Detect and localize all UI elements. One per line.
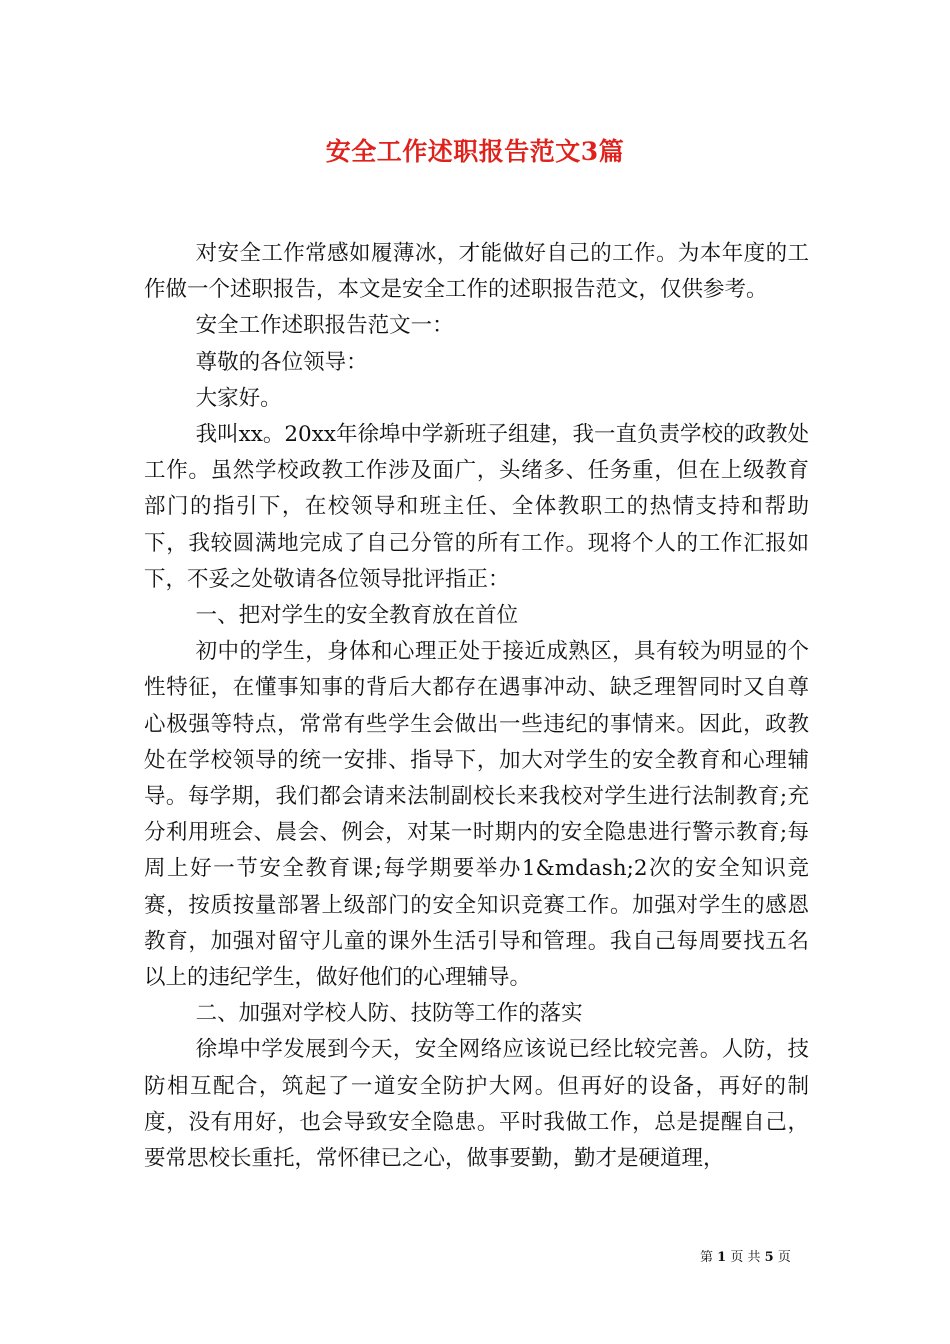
paragraph-section-two-body: 徐埠中学发展到今天，安全网络应该说已经比较完善。人防，技防相互配合，筑起了一道安全防护大网。但再好的设备，再好的制度，没有用好，也会导致安全隐患。平时我做工作，总是提醒自己，要常思校长重托，常怀律已之心，做事要勤，勤才是硬道理，	[144, 1037, 809, 1172]
paragraph-section-one-heading: 一、把对学生的安全教育放在首位	[195, 603, 519, 629]
footer-current-page: 1	[717, 1250, 727, 1265]
footer-prefix: 第	[700, 1250, 714, 1265]
document-body	[144, 236, 809, 1177]
footer-total-pages: 5	[764, 1250, 774, 1265]
paragraph-section-two-heading: 二、加强对学校人防、技防等工作的落实	[195, 1001, 583, 1027]
footer-suffix: 页	[777, 1250, 791, 1265]
paragraph-intro: 对安全工作常感如履薄冰，才能做好自己的工作。为本年度的工作做一个述职报告，本文是安全工作的述职报告范文，仅供参考。	[144, 241, 809, 303]
paragraph-salutation: 尊敬的各位领导：	[195, 349, 368, 375]
paragraph-greeting: 大家好。	[195, 385, 282, 411]
paragraph-heading-sample-one: 安全工作述职报告范文一：	[195, 313, 454, 339]
document-title: 安全工作述职报告范文3篇	[325, 137, 625, 166]
paragraph-section-one-body: 初中的学生，身体和心理正处于接近成熟区，具有较为明显的个性特征，在懂事知事的背后大都存在遇事冲动、缺乏理智同时又自尊心极强等特点，常常有些学生会做出一些违纪的事情来。因此，政教处在学校领导的统一安排、指导下，加大对学生的安全教育和心理辅导。每学期，我们都会请来法制副校长来我校对学生进行法制教育;充分利用班会、晨会、例会，对某一时期内的安全隐患进行警示教育;每周上好一节安全教育课;每学期要举办1&mdash;2次的安全知识竞赛，按质按量部署上级部门的安全知识竞赛工作。加强对学生的感恩教育，加强对留守儿童的课外生活引导和管理。我自己每周要找五名以上的违纪学生，做好他们的心理辅导。	[144, 639, 809, 991]
footer-middle: 页 共	[730, 1250, 761, 1265]
paragraph-self-introduction: 我叫xx。20xx年徐埠中学新班子组建，我一直负责学校的政教处工作。虽然学校政教工作涉及面广，头绪多、任务重，但在上级教育部门的指引下，在校领导和班主任、全体教职工的热情支持和帮助下，我较圆满地完成了自己分管的所有工作。现将个人的工作汇报如下，不妥之处敬请各位领导批评指正：	[144, 422, 809, 592]
page-number-footer	[700, 1246, 791, 1265]
